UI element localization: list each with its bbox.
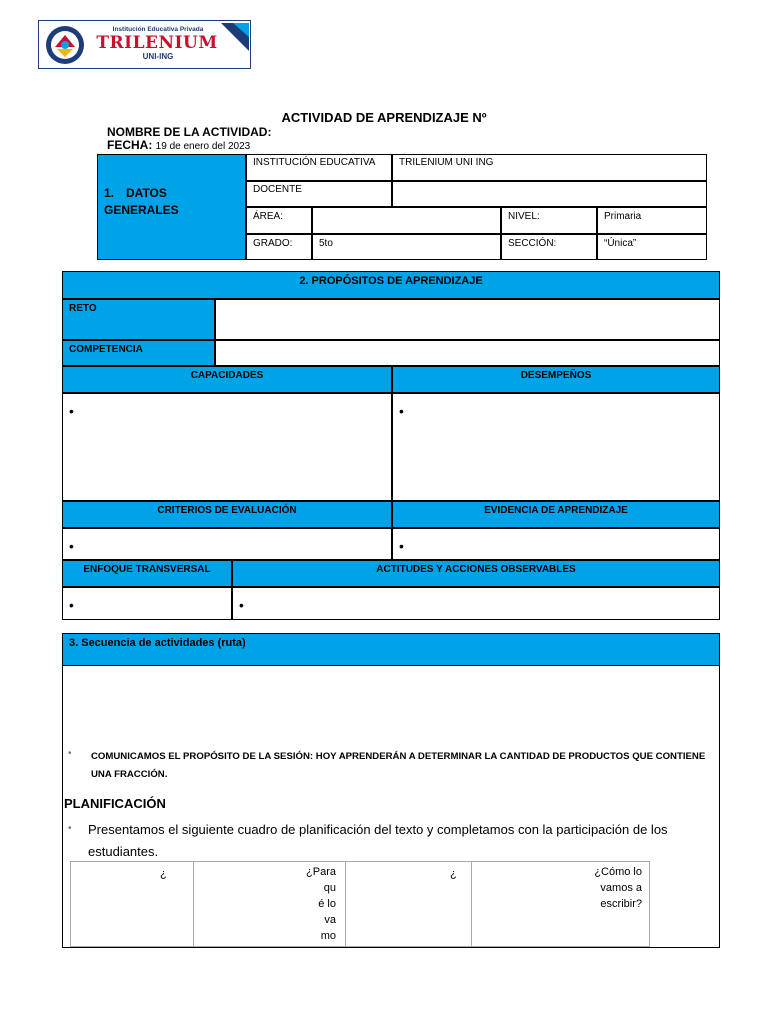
planning-title: PLANIFICACIÓN xyxy=(64,796,166,811)
date-line xyxy=(107,138,250,152)
planning-line1: Presentamos el siguiente cuadro de planificación del texto y completamos con la participación de los xyxy=(88,822,668,837)
institution-label: INSTITUCIÓN EDUCATIVA xyxy=(246,154,392,181)
criterios-cell xyxy=(62,528,392,560)
general-heading-line2: GENERALES xyxy=(104,203,179,217)
planning-col2-header xyxy=(290,864,336,944)
logo-name: TRILENIUM xyxy=(96,33,218,53)
planning-line2: estudiantes. xyxy=(88,844,159,859)
general-heading-line1: DATOS xyxy=(126,186,167,200)
grade-value: 5to xyxy=(312,234,501,260)
planning-col2-part: va xyxy=(324,914,336,926)
session-purpose-line1: COMUNICAMOS EL PROPÓSITO DE LA SESIÓN: HOY APRENDERÁN A DETERMINAR LA CANTIDAD DE PRODUCTOS QUE CONTIENE xyxy=(91,751,706,762)
planning-col4-part: vamos a xyxy=(600,882,642,894)
page-title: ACTIVIDAD DE APRENDIZAJE Nº xyxy=(281,110,487,125)
area-label: ÁREA: xyxy=(246,207,312,234)
level-value: Primaria xyxy=(597,207,707,234)
logo-subtitle: Institución Educativa Privada xyxy=(112,26,204,33)
desempenos-bullet: • xyxy=(399,403,404,419)
section-label: SECCIÓN: xyxy=(501,234,597,260)
planning-col2-part: mo xyxy=(320,930,336,942)
capacidades-bullet: • xyxy=(69,403,74,419)
criterios-header: CRITERIOS DE EVALUACIÓN xyxy=(62,501,392,528)
teacher-label: DOCENTE xyxy=(246,181,392,207)
desempenos-cell xyxy=(392,393,720,501)
logo-tagline: UNI-ING xyxy=(142,52,174,61)
evidencia-cell xyxy=(392,528,720,560)
criterios-bullet: • xyxy=(69,538,74,554)
institution-value: TRILENIUM UNI ING xyxy=(392,154,707,181)
planning-col2-part: ¿Para xyxy=(306,866,336,878)
evidencia-header: EVIDENCIA DE APRENDIZAJE xyxy=(392,501,720,528)
section-value: “Única” xyxy=(597,234,707,260)
planning-text xyxy=(88,819,718,863)
actitudes-bullet: • xyxy=(239,597,244,613)
sequence-heading: 3. Secuencia de actividades (ruta) xyxy=(62,633,720,666)
session-purpose xyxy=(91,748,717,784)
planning-col-divider xyxy=(193,861,194,947)
school-logo xyxy=(38,20,251,69)
planning-col4-part: ¿Cómo lo xyxy=(594,866,642,878)
planning-col2-part: qu xyxy=(323,882,336,894)
activity-name-label: NOMBRE DE LA ACTIVIDAD: xyxy=(107,125,272,139)
purposes-heading: 2. PROPÓSITOS DE APRENDIZAJE xyxy=(62,271,720,299)
planning-col2-part: é lo xyxy=(318,898,336,910)
desempenos-header: DESEMPEÑOS xyxy=(392,366,720,393)
competencia-label: COMPETENCIA xyxy=(62,340,215,366)
date-value: 19 de enero del 2023 xyxy=(155,141,251,152)
planning-col-divider xyxy=(471,861,472,947)
date-label: FECHA: xyxy=(107,138,153,152)
level-label: NIVEL: xyxy=(501,207,597,234)
planning-col4-header xyxy=(570,864,642,912)
planning-bullet: • xyxy=(68,823,72,834)
enfoque-header: ENFOQUE TRANSVERSAL xyxy=(62,560,232,587)
competencia-value xyxy=(215,340,720,366)
grade-label: GRADO: xyxy=(246,234,312,260)
actitudes-cell xyxy=(232,587,720,620)
reto-value xyxy=(215,299,720,340)
teacher-value xyxy=(392,181,707,207)
planning-col1-header: ¿ xyxy=(160,868,167,880)
actitudes-header: ACTITUDES Y ACCIONES OBSERVABLES xyxy=(232,560,720,587)
planning-col4-part: escribir? xyxy=(600,898,642,910)
general-data-heading xyxy=(97,154,246,260)
planning-col3-header: ¿ xyxy=(450,868,457,880)
reto-label: RETO xyxy=(62,299,215,340)
planning-table xyxy=(70,861,650,947)
area-value xyxy=(312,207,501,234)
planning-col-divider xyxy=(345,861,346,947)
capacidades-cell xyxy=(62,393,392,501)
session-purpose-line2: UNA FRACCIÓN. xyxy=(91,769,168,780)
evidencia-bullet: • xyxy=(399,538,404,554)
seal-emblem-blue xyxy=(61,41,69,49)
enfoque-bullet: • xyxy=(69,597,74,613)
capacidades-header: CAPACIDADES xyxy=(62,366,392,393)
enfoque-cell xyxy=(62,587,232,620)
purpose-bullet: • xyxy=(68,748,72,759)
general-heading-number: 1. xyxy=(104,186,115,200)
